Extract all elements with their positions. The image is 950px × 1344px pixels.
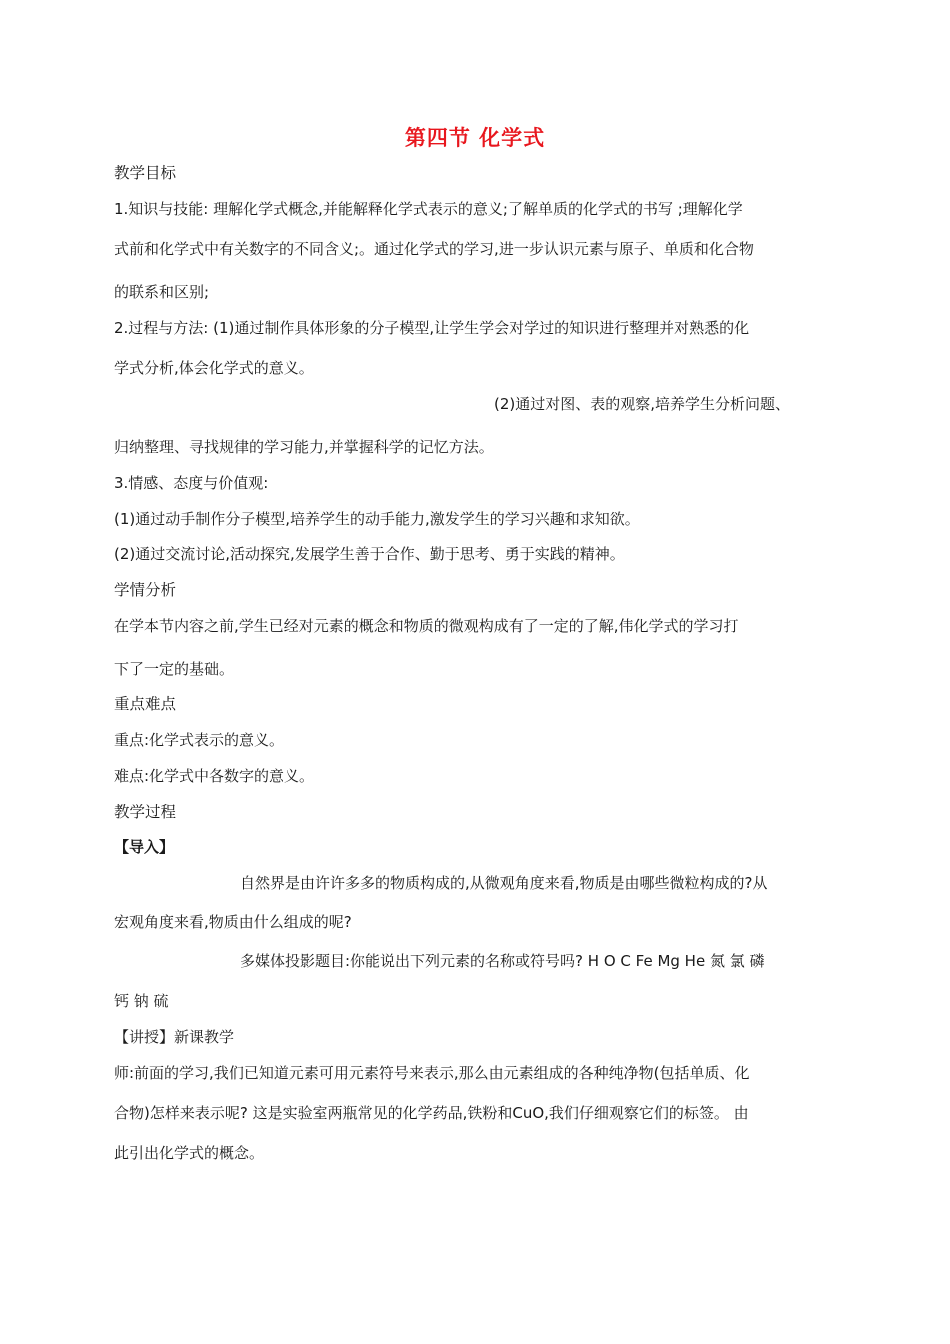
- analysis-line-1: 在学本节内容之前,学生已经对元素的概念和物质的微观构成有了一定的了解,伟化学式的学习打: [114, 617, 739, 635]
- lecture-line-1: 师:前面的学习,我们已知道元素可用元素符号来表示,那么由元素组成的各种纯净物(包括单质、化: [114, 1064, 750, 1082]
- goals-line-5: 学式分析,体会化学式的意义。: [114, 359, 314, 377]
- analysis-line-2: 下了一定的基础。: [114, 660, 235, 678]
- lecture-tag: 【讲授】新课教学: [114, 1028, 235, 1046]
- goals-line-7: 归纳整理、寻找规律的学习能力,并掌握科学的记忆方法。: [114, 438, 494, 456]
- keypoint-difficult: 难点:化学式中各数字的意义。: [114, 767, 315, 785]
- goals-line-9: (1)通过动手制作分子模型,培养学生的动手能力,激发学生的学习兴趣和求知欲。: [114, 510, 640, 528]
- analysis-heading: 学情分析: [114, 581, 177, 599]
- intro-line-4: 钙 钠 硫: [114, 992, 169, 1010]
- keypoint-key: 重点:化学式表示的意义。: [114, 731, 285, 749]
- goals-line-2: 式前和化学式中有关数字的不同含义;。通过化学式的学习,进一步认识元素与原子、单质和化合物: [114, 240, 754, 258]
- goals-heading: 教学目标: [114, 164, 177, 182]
- process-heading: 教学过程: [114, 803, 177, 821]
- goals-line-10: (2)通过交流讨论,活动探究,发展学生善于合作、勤于思考、勇于实践的精神。: [114, 545, 625, 563]
- intro-line-1: 自然界是由许许多多的物质构成的,从微观角度来看,物质是由哪些微粒构成的?从: [240, 874, 768, 892]
- lecture-line-3: 此引出化学式的概念。: [114, 1144, 265, 1162]
- keypoints-heading: 重点难点: [114, 695, 177, 713]
- intro-tag: 【导入】: [114, 838, 175, 856]
- goals-line-8: 3.情感、态度与价值观:: [114, 474, 269, 492]
- lecture-line-2: 合物)怎样来表示呢? 这是实验室两瓶常见的化学药品,铁粉和CuO,我们仔细观察它们的标签。 由: [114, 1104, 749, 1122]
- intro-line-3: 多媒体投影题目:你能说出下列元素的名称或符号吗? H O C Fe Mg He 氮 氯 磷: [240, 952, 765, 970]
- intro-line-2: 宏观角度来看,物质由什么组成的呢?: [114, 913, 352, 931]
- goals-line-3: 的联系和区别;: [114, 283, 210, 301]
- goals-line-6: (2)通过对图、表的观察,培养学生分析问题、: [494, 395, 791, 413]
- page-title: 第四节 化学式: [404, 126, 546, 150]
- goals-line-4: 2.过程与方法: (1)通过制作具体形象的分子模型,让学生学会对学过的知识进行整理并对熟悉的化: [114, 319, 750, 337]
- goals-line-1: 1.知识与技能: 理解化学式概念,并能解释化学式表示的意义;了解单质的化学式的书写 ;理解化学: [114, 200, 743, 218]
